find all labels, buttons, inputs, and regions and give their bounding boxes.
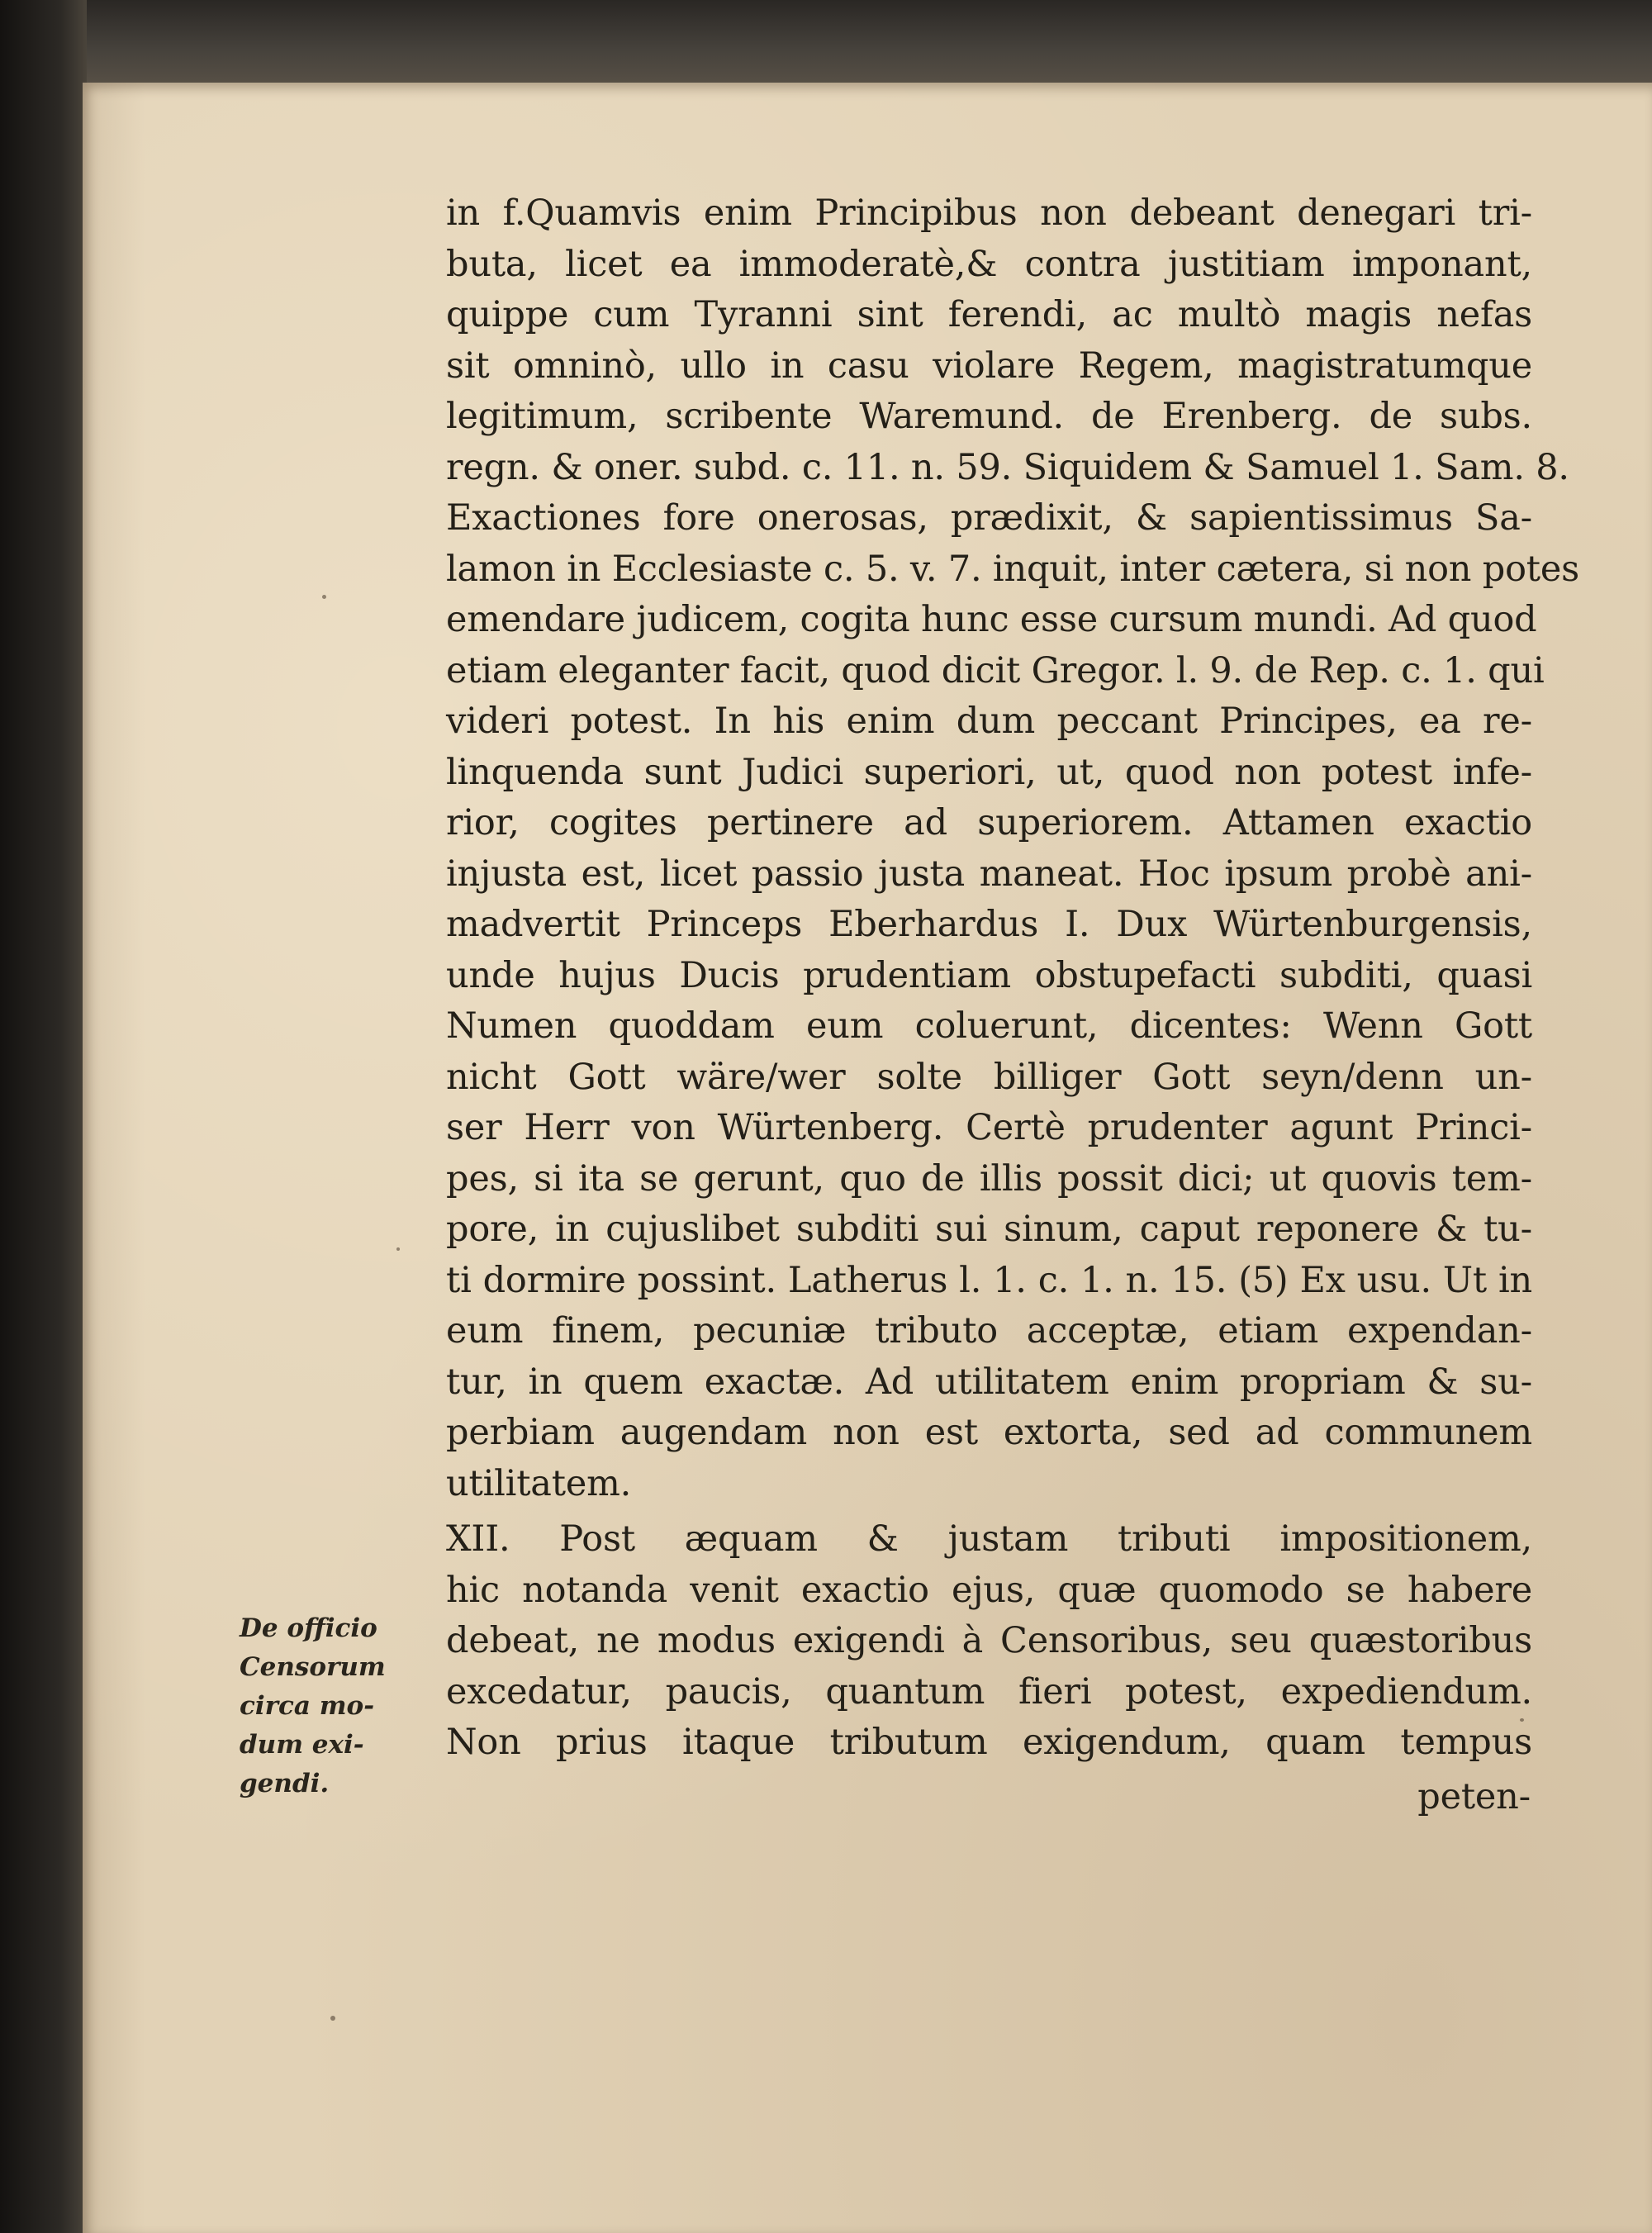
margin-note	[240, 1609, 405, 1803]
page-body-text	[446, 188, 1579, 1822]
text-line: regn. & oner. subd. c. 11. n. 59. Siquidem & Samuel 1. Sam. 8.	[446, 446, 1569, 488]
text-line: etiam eleganter facit, quod dicit Gregor. l. 9. de Rep. c. 1. qui	[446, 649, 1545, 691]
text-line: Exactiones fore onerosas, prædixit, & sapientissimus Sa-	[446, 497, 1532, 539]
margin-note-line: gendi.	[240, 1769, 330, 1798]
text-line: madvertit Princeps Eberhardus I. Dux Würtenburgensis,	[446, 904, 1532, 945]
book-edge-top	[0, 0, 1652, 91]
text-line: nicht Gott wäre/wer solte billiger Gott seyn/denn un-	[446, 1056, 1532, 1098]
text-line: tur, in quem exactæ. Ad utilitatem enim propriam & su-	[446, 1361, 1532, 1403]
paper-speck	[330, 2016, 335, 2021]
text-line: videri potest. In his enim dum peccant Principes, ea re-	[446, 701, 1532, 742]
text-line: lamon in Ecclesiaste c. 5. v. 7. inquit, inter cætera, si non potes	[446, 548, 1579, 590]
text-line: pes, si ita se gerunt, quo de illis possit dici; ut quovis tem-	[446, 1157, 1532, 1200]
margin-note-line: circa mo-	[240, 1691, 375, 1721]
text-line: pore, in cujuslibet subditi sui sinum, caput reponere & tu-	[446, 1209, 1532, 1250]
text-line: in f.Quamvis enim Principibus non debeant denegari tri-	[446, 192, 1532, 234]
text-line: excedatur, paucis, quantum fieri potest, expediendum.	[446, 1670, 1532, 1713]
text-line: sit omninò, ullo in casu violare Regem, magistratumque	[446, 344, 1532, 387]
text-line: legitimum, scribente Waremund. de Erenberg. de subs.	[446, 396, 1532, 437]
text-line: utilitatem.	[446, 1462, 632, 1504]
text-line: injusta est, licet passio justa maneat. Hoc ipsum probè ani-	[446, 853, 1532, 895]
text-line: emendare judicem, cogita hunc esse cursum mundi. Ad quod	[446, 599, 1537, 640]
section-heading-line: XII. Post æquam & justam tributi impositionem,	[446, 1518, 1532, 1560]
text-line: Non prius itaque tributum exigendum, quam tempus	[446, 1722, 1532, 1763]
text-line: eum finem, pecuniæ tributo acceptæ, etiam expendan-	[446, 1310, 1532, 1352]
text-line: ser Herr von Würtenberg. Certè prudenter agunt Princi-	[446, 1107, 1532, 1148]
text-line: perbiam augendam non est extorta, sed ad communem	[446, 1412, 1532, 1453]
text-line: linquenda sunt Judici superiori, ut, quod non potest infe-	[446, 751, 1532, 793]
text-line: ti dormire possint. Latherus l. 1. c. 1. n. 15. (5) Ex usu. Ut in	[446, 1259, 1532, 1301]
paper-speck	[396, 1247, 400, 1251]
text-line: hic notanda venit exactio ejus, quæ quomodo se habere	[446, 1569, 1532, 1611]
catchword: peten-	[1417, 1775, 1531, 1817]
text-line: Numen quoddam eum coluerunt, dicentes: Wenn Gott	[446, 1005, 1532, 1047]
book-spine-edge	[0, 0, 87, 2233]
paper-speck	[322, 595, 326, 599]
text-line: rior, cogites pertinere ad superiorem. Attamen exactio	[446, 802, 1532, 843]
margin-note-line: Censorum	[240, 1652, 386, 1682]
text-line: debeat, ne modus exigendi à Censoribus, seu quæstoribus	[446, 1620, 1532, 1661]
text-line: unde hujus Ducis prudentiam obstupefacti subditi, quasi	[446, 954, 1532, 996]
text-line: buta, licet ea immoderatè,& contra justitiam imponant,	[446, 243, 1532, 285]
text-line: quippe cum Tyranni sint ferendi, ac multò magis nefas	[446, 294, 1532, 335]
margin-note-line: dum exi-	[240, 1730, 364, 1760]
margin-note-line: De officio	[240, 1613, 377, 1643]
